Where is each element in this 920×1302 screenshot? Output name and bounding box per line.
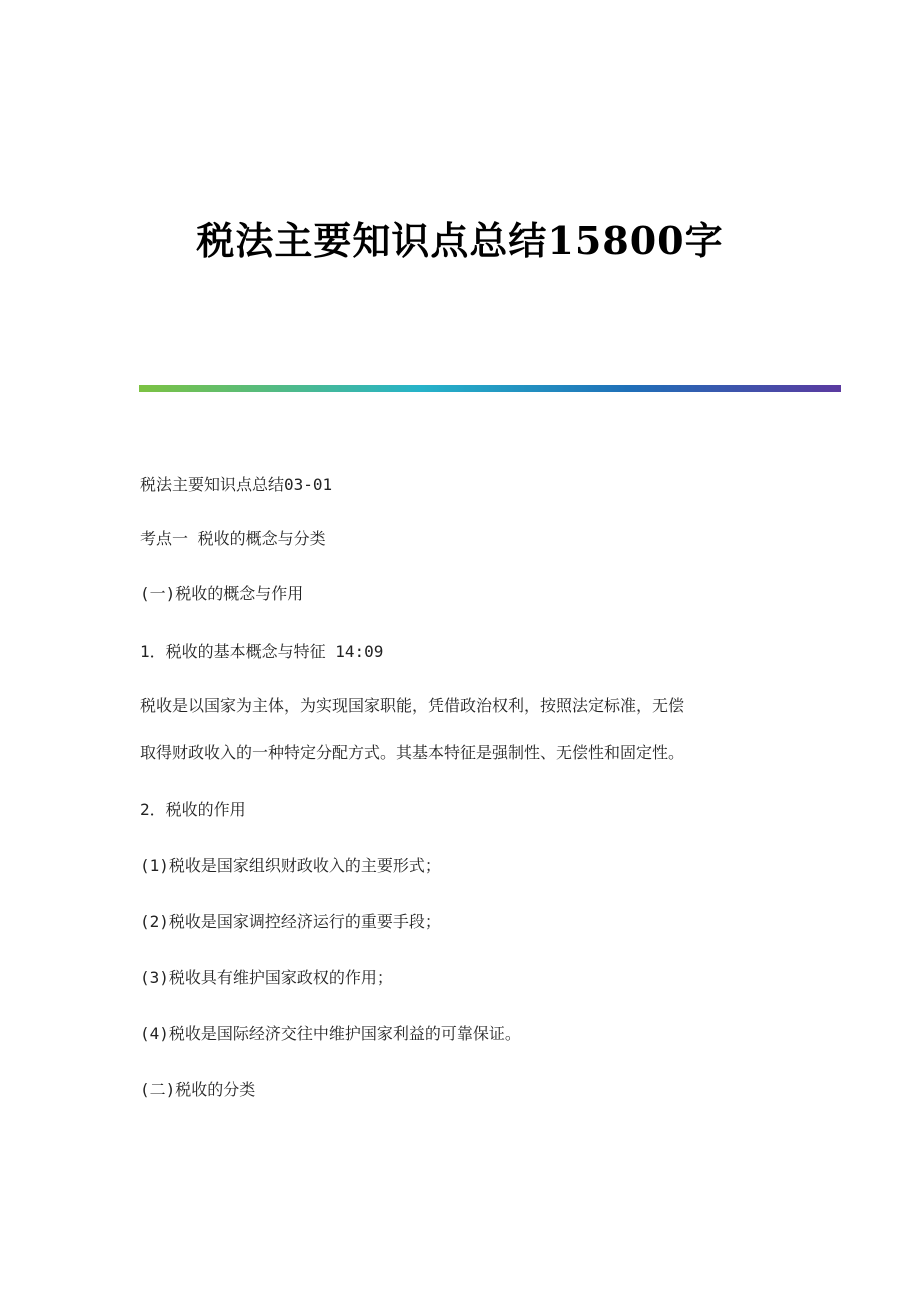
paragraph-line: 取得财政收入的一种特定分配方式。其基本特征是强制性、无偿性和固定性。	[140, 743, 685, 762]
subsection-heading: (二)税收的分类	[140, 1080, 256, 1099]
paragraph-line: 税收是以国家为主体，为实现国家职能，凭借政治权利，按照法定标准，无偿	[140, 696, 685, 715]
list-item: (4)税收是国际经济交往中维护国家利益的可靠保证。	[140, 1024, 521, 1043]
list-item: (2)税收是国家调控经济运行的重要手段；	[140, 912, 441, 931]
list-item: (1)税收是国家组织财政收入的主要形式；	[140, 856, 441, 875]
document-title: 税法主要知识点总结15800字	[196, 218, 724, 263]
section-heading: 税法主要知识点总结03-01	[140, 475, 333, 494]
section-heading: 考点一 税收的概念与分类	[140, 529, 326, 548]
subsection-heading: 2．税收的作用	[140, 800, 246, 819]
subsection-heading: (一)税收的概念与作用	[140, 584, 304, 603]
list-item: (3)税收具有维护国家政权的作用；	[140, 968, 393, 987]
title-divider	[139, 385, 841, 392]
subsection-heading: 1．税收的基本概念与特征 14:09	[140, 642, 384, 661]
